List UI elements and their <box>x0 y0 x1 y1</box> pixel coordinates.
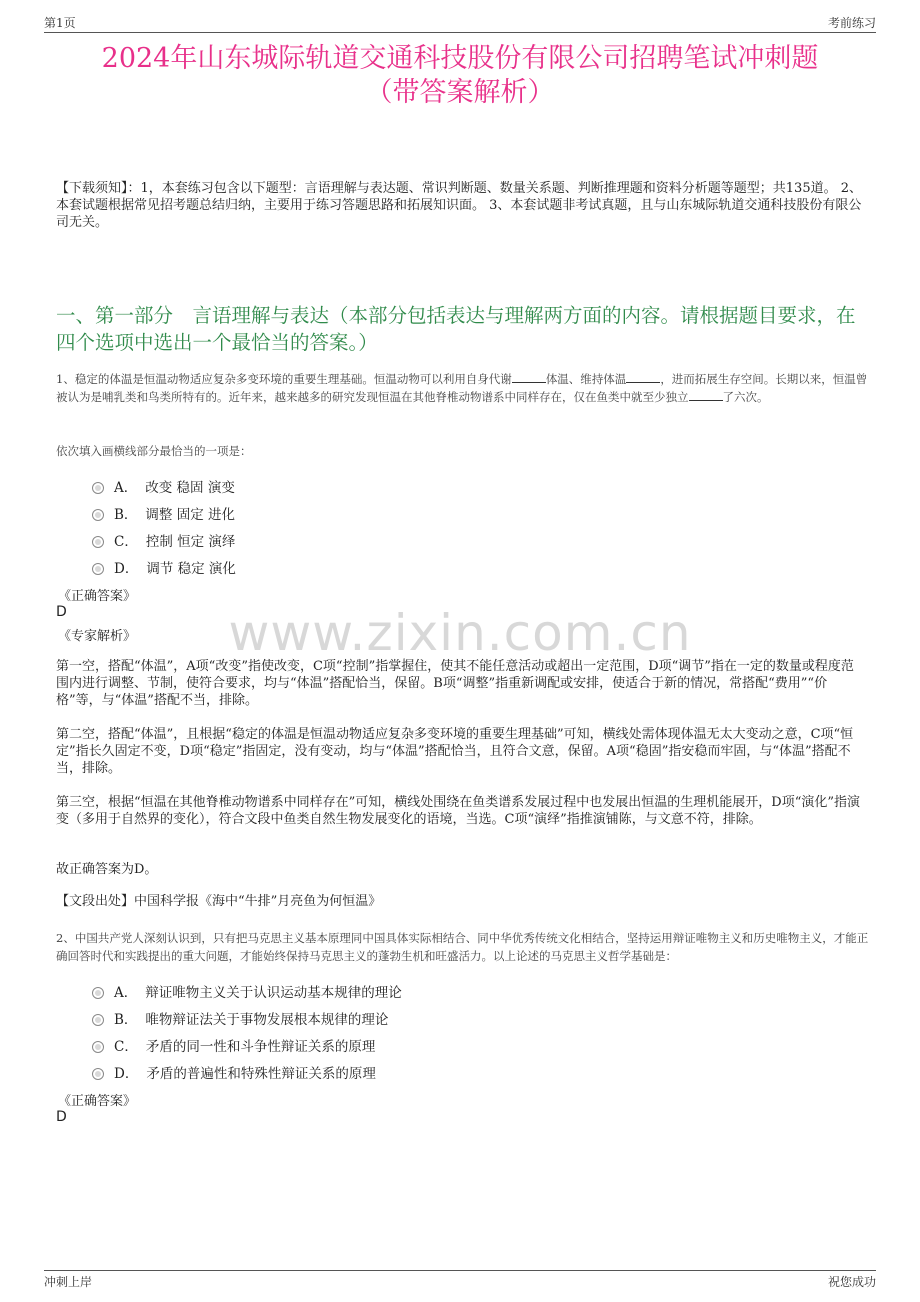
q2-option-b[interactable]: B． 唯物辩证法关于事物发展根本规律的理论 <box>92 1007 388 1029</box>
radio-icon[interactable] <box>92 482 104 494</box>
q2-option-a[interactable]: A． 辩证唯物主义关于认识运动基本规律的理论 <box>92 980 402 1002</box>
analysis-paragraph: 第二空，搭配“体温”，且根据“稳定的体温是恒温动物适应复杂多变环境的重要生理基础”可知，横线处需体现体温无太大变动之意，C项“恒定”指长久固定不变，D项“稳定”指固定，没有变动，均与“体温”搭配恰当，且符合文意，保留。A项“稳固”指安稳而牢固，与“体温”搭配不当，排除。 <box>56 727 854 776</box>
question-1-text: 1、稳定的体温是恒温动物适应复杂多变环境的重要生理基础。恒温动物可以利用自身代谢 体温、维持体温 ，进而拓展生存空间。长期以来，恒温曾被认为是哺乳类和鸟类所特有的。近年来，越来越多的研究发现恒温在其他脊椎动物谱系中同样存在，仅在鱼类中就至少独立 了六次。 <box>56 372 868 404</box>
watermark: www.zixin.com.cn <box>228 604 692 662</box>
title-line-1: 2024年山东城际轨道交通科技股份有限公司招聘笔试冲刺题 <box>101 43 819 74</box>
q1-option-b[interactable]: B． 调整 固定 进化 <box>92 502 235 524</box>
q2-answer-label: 《正确答案》 <box>58 1094 137 1109</box>
analysis-paragraph: 第三空，根据“恒温在其他脊椎动物谱系中同样存在”可知，横线处围绕在鱼类谱系发展过程中也发展出恒温的生理机能展开，D项“演化”指演变（多用于自然界的变化），符合文段中鱼类自然生物发展变化的语境，当选。C项“演绎”指推演铺陈，与文意不符，排除。 <box>56 795 861 827</box>
q1-option-c[interactable]: C． 控制 恒定 演绎 <box>92 529 235 551</box>
title-line-2: （带答案解析） <box>365 77 555 108</box>
analysis-source: 【文段出处】中国科学报《海中“牛排”月亮鱼为何恒温》 <box>56 894 382 909</box>
q1-option-d[interactable]: D． 调节 稳定 演化 <box>92 556 236 578</box>
page-number: 第1页 <box>44 16 76 30</box>
radio-icon[interactable] <box>92 563 104 575</box>
page-header <box>44 14 876 32</box>
radio-icon[interactable] <box>92 1014 104 1026</box>
question-2-text: 2、中国共产党人深刻认识到，只有把马克思主义基本原理同中国具体实际相结合、同中华优秀传统文化相结合，坚持运用辩证唯物主义和历史唯物主义，才能正确回答时代和实践提出的重大问题，才能始终保持马克思主义的蓬勃生机和旺盛活力。以上论述的马克思主义哲学基础是： <box>56 931 869 963</box>
radio-icon[interactable] <box>92 1068 104 1080</box>
blank-3 <box>689 389 723 401</box>
q1-option-a[interactable]: A． 改变 稳固 演变 <box>92 475 235 497</box>
radio-icon[interactable] <box>92 1041 104 1053</box>
header-label: 考前练习 <box>827 16 876 30</box>
page-footer <box>44 1273 876 1289</box>
radio-icon[interactable] <box>92 509 104 521</box>
radio-icon[interactable] <box>92 536 104 548</box>
q2-option-c[interactable]: C． 矛盾的同一性和斗争性辩证关系的原理 <box>92 1034 375 1056</box>
header-divider <box>44 32 876 33</box>
q2-option-d[interactable]: D． 矛盾的普遍性和特殊性辩证关系的原理 <box>92 1061 376 1083</box>
footer-right: 祝您成功 <box>827 1275 876 1289</box>
question-1-prompt: 依次填入画横线部分最恰当的一项是： <box>56 444 252 458</box>
analysis-paragraph: 第一空，搭配“体温”，A项“改变”指使改变，C项“控制”指掌握住，使其不能任意活动或超出一定范围，D项“调节”指在一定的数量或程度范围内进行调整、节制，使符合要求，均与“体温”搭配恰当，保留。B项“调整”指重新调配或安排，使适合于新的情况，常搭配“费用”“价格”等，与“体温”搭配不当，排除。 <box>56 659 854 708</box>
q1-answer-label: 《正确答案》 <box>58 589 137 604</box>
q1-analysis-label: 《专家解析》 <box>58 629 137 644</box>
section-heading: 一、第一部分 言语理解与表达（本部分包括表达与理解两方面的内容。请根据题目要求，在四个选项中选出一个最恰当的答案。） <box>56 304 856 354</box>
analysis-conclusion: 故正确答案为D。 <box>56 862 158 877</box>
download-notice: 【下载须知】：1，本套练习包含以下题型：言语理解与表达题、常识判断题、数量关系题、判断推理题和资料分析题等题型；共135道。 2、本套试题根据常见招考题总结归纳，主要用于练习答题思路和拓展知识面。 3、本套试题非考试真题，且与山东城际轨道交通科技股份有限公司无关。 <box>56 181 862 230</box>
document-title <box>44 42 876 110</box>
blank-2 <box>626 371 660 383</box>
footer-divider <box>44 1270 876 1271</box>
q1-answer: D <box>56 604 67 620</box>
radio-icon[interactable] <box>92 987 104 999</box>
footer-left: 冲刺上岸 <box>44 1275 93 1289</box>
q2-answer: D <box>56 1109 67 1125</box>
blank-1 <box>512 371 546 383</box>
